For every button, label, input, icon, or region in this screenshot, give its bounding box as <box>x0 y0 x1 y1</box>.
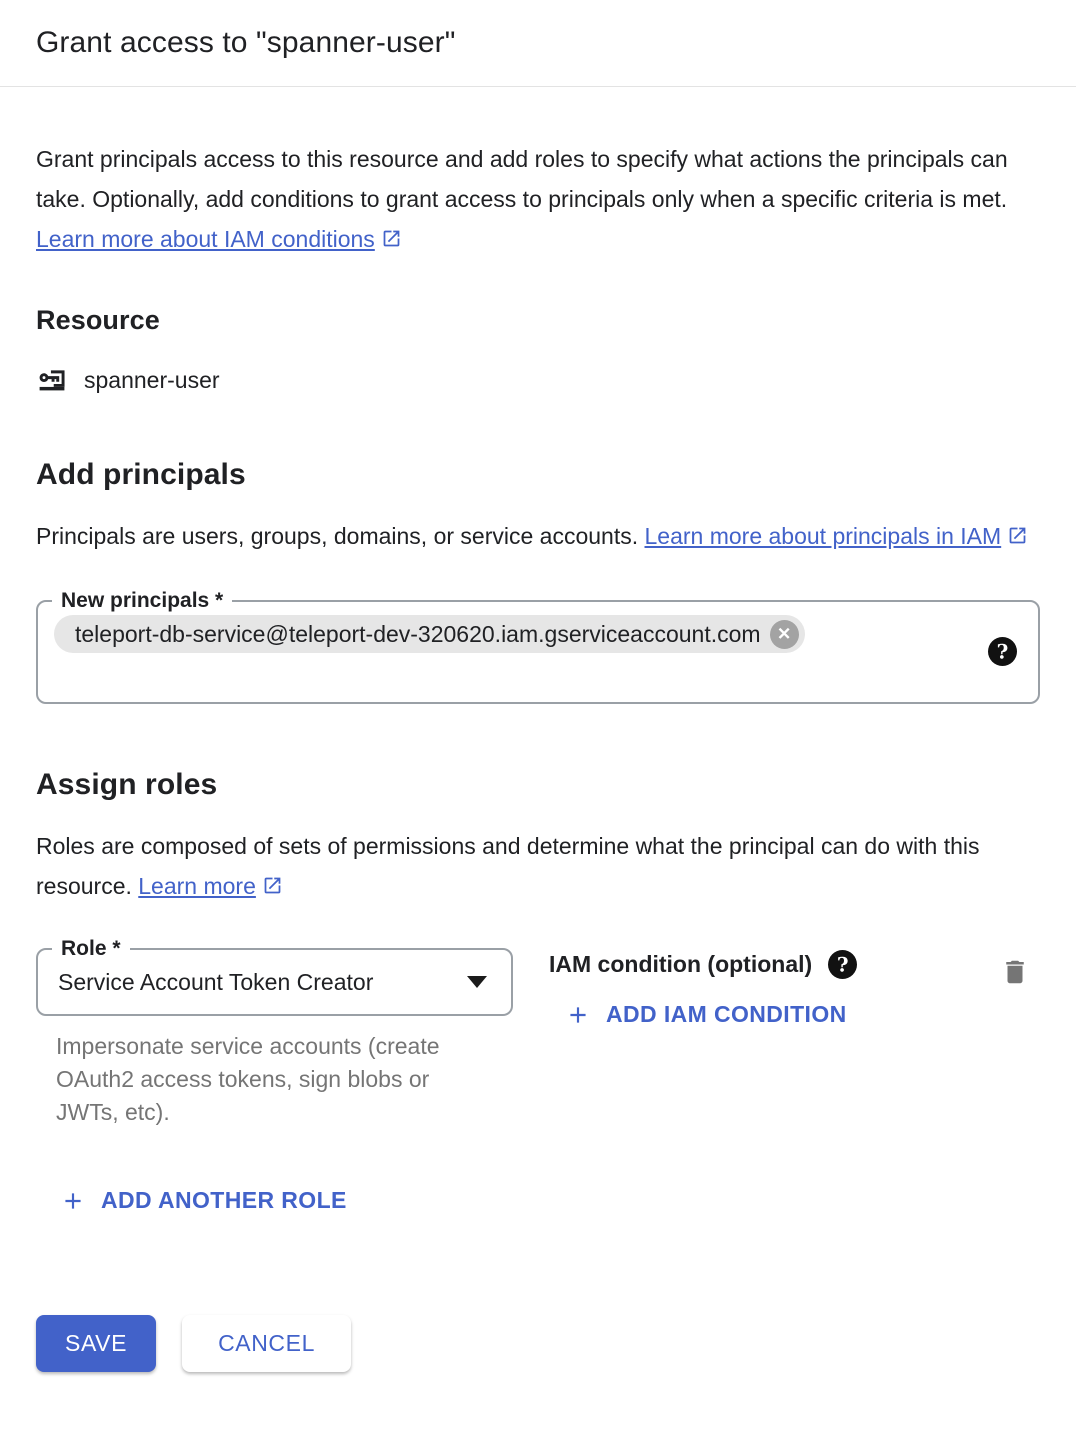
plus-icon <box>60 1188 86 1214</box>
resource-row <box>36 364 1040 396</box>
add-principals-text: Principals are users, groups, domains, or service accounts. <box>36 523 645 549</box>
external-link-icon <box>1007 525 1028 546</box>
role-label: Role * <box>52 936 130 962</box>
learn-more-principals-link[interactable]: Learn more about principals in IAM <box>644 523 1002 549</box>
plus-icon <box>565 1002 591 1028</box>
dropdown-arrow-icon <box>467 976 487 988</box>
assign-roles-paragraph <box>36 826 1040 906</box>
principal-chip <box>54 615 805 653</box>
resource-heading: Resource <box>36 305 160 335</box>
add-another-role-button[interactable] <box>60 1187 347 1214</box>
add-principals-paragraph <box>36 516 1040 556</box>
role-description: Impersonate service accounts (create OAuth2 access tokens, sign blobs or JWTs, etc). <box>56 1033 440 1125</box>
role-row <box>36 937 1040 1129</box>
new-principals-field[interactable] <box>36 589 1040 704</box>
external-link-icon <box>381 228 402 249</box>
iam-condition-column <box>513 948 1000 1033</box>
principal-chip-value: teleport-db-service@teleport-dev-320620.iam.gserviceaccount.com <box>75 620 761 647</box>
assign-roles-text: Roles are composed of sets of permissions and determine what the principal can do with this resource. <box>36 833 980 899</box>
add-iam-condition-label: ADD IAM CONDITION <box>606 1001 847 1027</box>
add-principals-heading: Add principals <box>36 458 246 491</box>
intro-paragraph <box>36 139 1040 259</box>
remove-chip-icon[interactable] <box>770 620 799 649</box>
role-select[interactable] <box>36 937 513 1016</box>
add-another-role-label: ADD ANOTHER ROLE <box>101 1187 347 1213</box>
dialog-title: Grant access to "spanner-user" <box>36 26 456 59</box>
resource-name: spanner-user <box>84 366 220 393</box>
learn-more-iam-conditions-link[interactable]: Learn more about IAM conditions <box>36 226 375 252</box>
iam-condition-label: IAM condition (optional) <box>549 951 813 977</box>
role-selected-value: Service Account Token Creator <box>58 968 374 995</box>
add-iam-condition-button[interactable] <box>565 1001 847 1028</box>
delete-role-column <box>1000 948 1040 993</box>
iam-condition-label-row <box>549 950 1000 979</box>
assign-roles-heading: Assign roles <box>36 768 218 801</box>
help-icon[interactable] <box>828 950 857 979</box>
external-link-icon <box>262 875 283 896</box>
service-account-key-icon <box>36 364 68 396</box>
new-principals-label: New principals * <box>52 588 232 614</box>
dialog-header <box>0 0 1076 87</box>
role-column <box>36 937 513 1129</box>
intro-text: Grant principals access to this resource and add roles to specify what actions the principals can take. Optionally, add conditions to grant access to principals only when a specific criteria is met. <box>36 146 1008 212</box>
cancel-button[interactable]: CANCEL <box>182 1315 351 1372</box>
learn-more-roles-link[interactable]: Learn more <box>138 873 256 899</box>
dialog-content <box>0 139 1076 1372</box>
footer-actions <box>36 1315 1040 1372</box>
help-icon[interactable] <box>988 637 1017 666</box>
trash-icon[interactable] <box>1000 956 1032 988</box>
save-button[interactable]: SAVE <box>36 1315 156 1372</box>
